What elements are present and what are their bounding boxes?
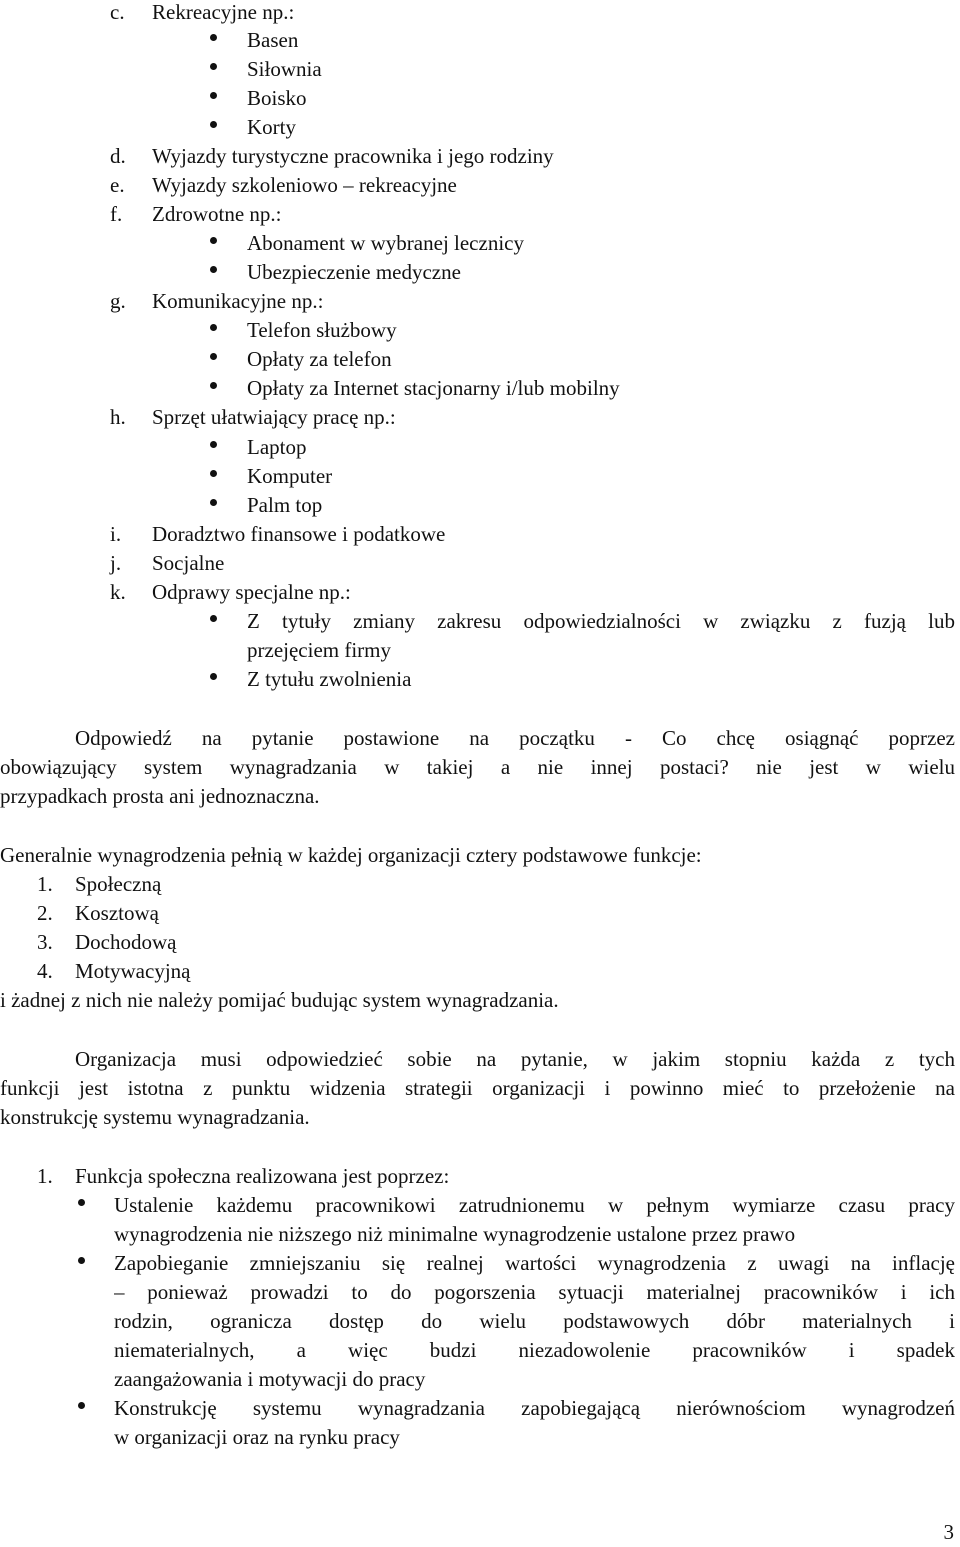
- list-item: Doradztwo finansowe i podatkowe: [152, 522, 446, 546]
- list-item: Wyjazdy turystyczne pracownika i jego rodziny: [152, 144, 554, 168]
- sub-list-item: Z tytuły zmiany zakresu odpowiedzialności w związku z fuzją lub: [247, 609, 955, 633]
- paragraph-line: konstrukcję systemu wynagradzania.: [0, 1105, 310, 1129]
- paragraph-line: Odpowiedź na pytanie postawione na początku - Co chcę osiągnąć poprzez: [75, 726, 955, 750]
- list-item: Wyjazdy szkoleniowo – rekreacyjne: [152, 173, 457, 197]
- paragraph-line: funkcji jest istotna z punktu widzenia strategii organizacji i powinno mieć to przełożenie na: [0, 1076, 955, 1100]
- section-number: 1.: [37, 1164, 53, 1188]
- sub-list-item: Palm top: [247, 493, 323, 517]
- bullet-icon: [210, 382, 217, 389]
- bullet-text: Zapobieganie zmniejszaniu się realnej wartości wynagrodzenia z uwagi na inflację: [114, 1251, 955, 1275]
- bullet-icon: [78, 1257, 85, 1264]
- list-item: Dochodową: [75, 930, 177, 954]
- bullet-text: zaangażowania i motywacji do pracy: [114, 1367, 426, 1391]
- list-item: Społeczną: [75, 872, 162, 896]
- sub-list-item: Komputer: [247, 464, 333, 488]
- sub-list-item: Z tytułu zwolnienia: [247, 667, 412, 691]
- bullet-icon: [210, 324, 217, 331]
- sub-list-item: Opłaty za Internet stacjonarny i/lub mobilny: [247, 376, 620, 400]
- bullet-icon: [210, 499, 217, 506]
- bullet-text: wynagrodzenia nie niższego niż minimalne wynagrodzenie ustalone przez prawo: [114, 1222, 796, 1246]
- list-item: Rekreacyjne np.:: [152, 0, 295, 24]
- list-marker: g.: [110, 289, 126, 313]
- list-marker: c.: [110, 0, 125, 24]
- bullet-icon: [210, 441, 217, 448]
- list-marker: k.: [110, 580, 126, 604]
- list-marker: 2.: [37, 901, 53, 925]
- bullet-icon: [210, 266, 217, 273]
- bullet-text: rodzin, ogranicza dostęp do wielu podstawowych dóbr materialnych i: [114, 1309, 955, 1333]
- list-marker: e.: [110, 173, 125, 197]
- bullet-text: niematerialnych, a więc budzi niezadowolenie pracowników i spadek: [114, 1338, 955, 1362]
- functions-intro: Generalnie wynagrodzenia pełnią w każdej organizacji cztery podstawowe funkcje:: [0, 843, 702, 867]
- list-item: Motywacyjną: [75, 959, 191, 983]
- sub-list-item: Abonament w wybranej lecznicy: [247, 231, 524, 255]
- bullet-icon: [210, 34, 217, 41]
- sub-list-item: Boisko: [247, 86, 307, 110]
- bullet-icon: [210, 121, 217, 128]
- section-title: Funkcja społeczna realizowana jest poprzez:: [75, 1164, 450, 1188]
- page-number: 3: [943, 1520, 954, 1544]
- sub-list-item: Telefon służbowy: [247, 318, 397, 342]
- list-item: Socjalne: [152, 551, 225, 575]
- sub-list-item: Ubezpieczenie medyczne: [247, 260, 461, 284]
- list-marker: f.: [110, 202, 123, 226]
- list-item: Sprzęt ułatwiający pracę np.:: [152, 405, 396, 429]
- paragraph-line: Organizacja musi odpowiedzieć sobie na pytanie, w jakim stopniu każda z tych: [75, 1047, 955, 1071]
- sub-list-item: Siłownia: [247, 57, 322, 81]
- list-item: Kosztową: [75, 901, 159, 925]
- list-marker: i.: [110, 522, 122, 546]
- sub-list-item-continuation: przejęciem firmy: [247, 638, 392, 662]
- sub-list-item: Basen: [247, 28, 299, 52]
- list-item: Komunikacyjne np.:: [152, 289, 324, 313]
- bullet-icon: [210, 673, 217, 680]
- sub-list-item: Korty: [247, 115, 296, 139]
- list-marker: 3.: [37, 930, 53, 954]
- list-marker: h.: [110, 405, 126, 429]
- sub-list-item: Opłaty za telefon: [247, 347, 392, 371]
- paragraph-line: przypadkach prosta ani jednoznaczna.: [0, 784, 320, 808]
- bullet-icon: [210, 92, 217, 99]
- sub-list-item: Laptop: [247, 435, 307, 459]
- bullet-text: Ustalenie każdemu pracownikowi zatrudnionemu w pełnym wymiarze czasu pracy: [114, 1193, 955, 1217]
- list-item: Zdrowotne np.:: [152, 202, 282, 226]
- bullet-icon: [210, 353, 217, 360]
- bullet-icon: [210, 63, 217, 70]
- bullet-icon: [210, 615, 217, 622]
- bullet-text: – ponieważ prowadzi to do pogorszenia sytuacji materialnej pracowników i ich: [114, 1280, 955, 1304]
- bullet-icon: [78, 1402, 85, 1409]
- list-item: Odprawy specjalne np.:: [152, 580, 351, 604]
- bullet-icon: [210, 237, 217, 244]
- bullet-text: w organizacji oraz na rynku pracy: [114, 1425, 400, 1449]
- bullet-icon: [210, 470, 217, 477]
- list-marker: j.: [110, 551, 122, 575]
- functions-outro: i żadnej z nich nie należy pomijać budując system wynagradzania.: [0, 988, 559, 1012]
- bullet-text: Konstrukcję systemu wynagradzania zapobiegającą nierównościom wynagrodzeń: [114, 1396, 955, 1420]
- list-marker: 1.: [37, 872, 53, 896]
- list-marker: 4.: [37, 959, 53, 983]
- list-marker: d.: [110, 144, 126, 168]
- bullet-icon: [78, 1199, 85, 1206]
- paragraph-line: obowiązujący system wynagradzania w takiej a nie innej postaci? nie jest w wielu: [0, 755, 955, 779]
